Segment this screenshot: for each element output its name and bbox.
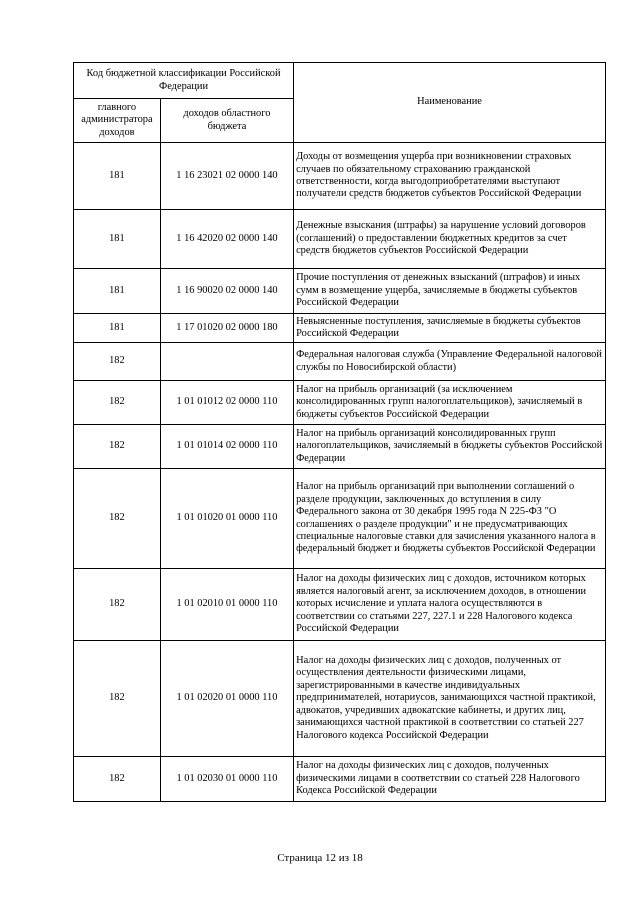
income-name-cell: Федеральная налоговая служба (Управление Федеральной налоговой службы по Новосибирской области) [294,343,606,381]
table-body [74,143,606,802]
table-row [74,343,606,381]
income-name-cell: Денежные взыскания (штрафы) за нарушение условий договоров (соглашений) о предоставлении бюджетных кредитов за счет средств бюджетов субъектов Российской Федерации [294,210,606,269]
income-code-cell: 1 01 02030 01 0000 110 [160,757,293,802]
income-name-cell: Налог на прибыль организаций (за исключением консолидированных групп налогоплательщиков), зачисляемый в бюджеты субъектов Российской Федерации [294,381,606,425]
budget-classification-table [73,62,606,802]
income-code-cell: 1 16 90020 02 0000 140 [160,269,293,314]
admin-code-cell: 182 [74,641,161,757]
table-row [74,381,606,425]
table-row [74,641,606,757]
income-code-cell: 1 01 02020 01 0000 110 [160,641,293,757]
admin-code-cell: 181 [74,210,161,269]
admin-code-header: главного администратора доходов [74,99,161,143]
admin-code-cell: 182 [74,469,161,569]
income-name-cell: Прочие поступления от денежных взысканий (штрафов) и иных сумм в возмещение ущерба, зачисляемые в бюджеты субъектов Российской Федерации [294,269,606,314]
admin-code-cell: 182 [74,425,161,469]
income-name-cell: Налог на прибыль организаций консолидированных групп налогоплательщиков, зачисляемый в бюджеты субъектов Российской Федерации [294,425,606,469]
table-row [74,314,606,343]
admin-code-cell: 181 [74,269,161,314]
table-row [74,210,606,269]
income-code-cell: 1 01 02010 01 0000 110 [160,569,293,641]
income-name-cell: Налог на доходы физических лиц с доходов, полученных физическими лицами в соответствии со статьей 228 Налогового Кодекса Российской Федерации [294,757,606,802]
income-code-cell: 1 16 23021 02 0000 140 [160,143,293,210]
page-number: Страница 12 из 18 [277,852,363,864]
income-name-cell: Налог на доходы физических лиц с доходов, полученных от осуществления деятельности физическими лицами, зарегистрированными в качестве индивидуальных предпринимателей, нотариусов, занимающихся частной практикой, адвокатов, учредивших адвокатские кабинеты, и других лиц, занимающихся частной практикой в соответствии со статьей 227 Налогового кодекса Российской Федерации [294,641,606,757]
income-code-cell: 1 16 42020 02 0000 140 [160,210,293,269]
admin-code-cell: 182 [74,343,161,381]
table-row [74,757,606,802]
income-name-cell: Налог на доходы физических лиц с доходов, источником которых является налоговый агент, за исключением доходов, в отношении которых исчисление и уплата налога осуществляются в соответствии со статьями 227, 227.1 и 228 Налогового кодекса Российской Федерации [294,569,606,641]
admin-code-cell: 181 [74,314,161,343]
kbk-header: Код бюджетной классификации Российской Федерации [74,63,294,99]
income-code-cell: 1 17 01020 02 0000 180 [160,314,293,343]
admin-code-cell: 182 [74,757,161,802]
table-row [74,425,606,469]
table-row [74,569,606,641]
income-code-cell: 1 01 01012 02 0000 110 [160,381,293,425]
admin-code-cell: 181 [74,143,161,210]
income-code-header: доходов областного бюджета [160,99,293,143]
income-name-cell: Невыясненные поступления, зачисляемые в бюджеты субъектов Российской Федерации [294,314,606,343]
table-row [74,269,606,314]
name-header: Наименование [294,63,606,143]
table-row [74,143,606,210]
table-row [74,469,606,569]
income-code-cell: 1 01 01020 01 0000 110 [160,469,293,569]
income-name-cell: Доходы от возмещения ущерба при возникновении страховых случаев по обязательному страхованию гражданской ответственности, когда выгодоприобретателями выступают получатели средств бюджетов субъектов Российской Федерации [294,143,606,210]
admin-code-cell: 182 [74,569,161,641]
income-code-cell [160,343,293,381]
income-name-cell: Налог на прибыль организаций при выполнении соглашений о разделе продукции, заключенных до вступления в силу Федерального закона от 30 декабря 1995 года N 225-ФЗ "О соглашениях о разделе продукции" и не предусматривающих специальные налоговые ставки для зачисления указанного налога в федеральный бюджет и бюджеты субъектов Российской Федерации [294,469,606,569]
admin-code-cell: 182 [74,381,161,425]
table-header [74,63,606,143]
income-code-cell: 1 01 01014 02 0000 110 [160,425,293,469]
